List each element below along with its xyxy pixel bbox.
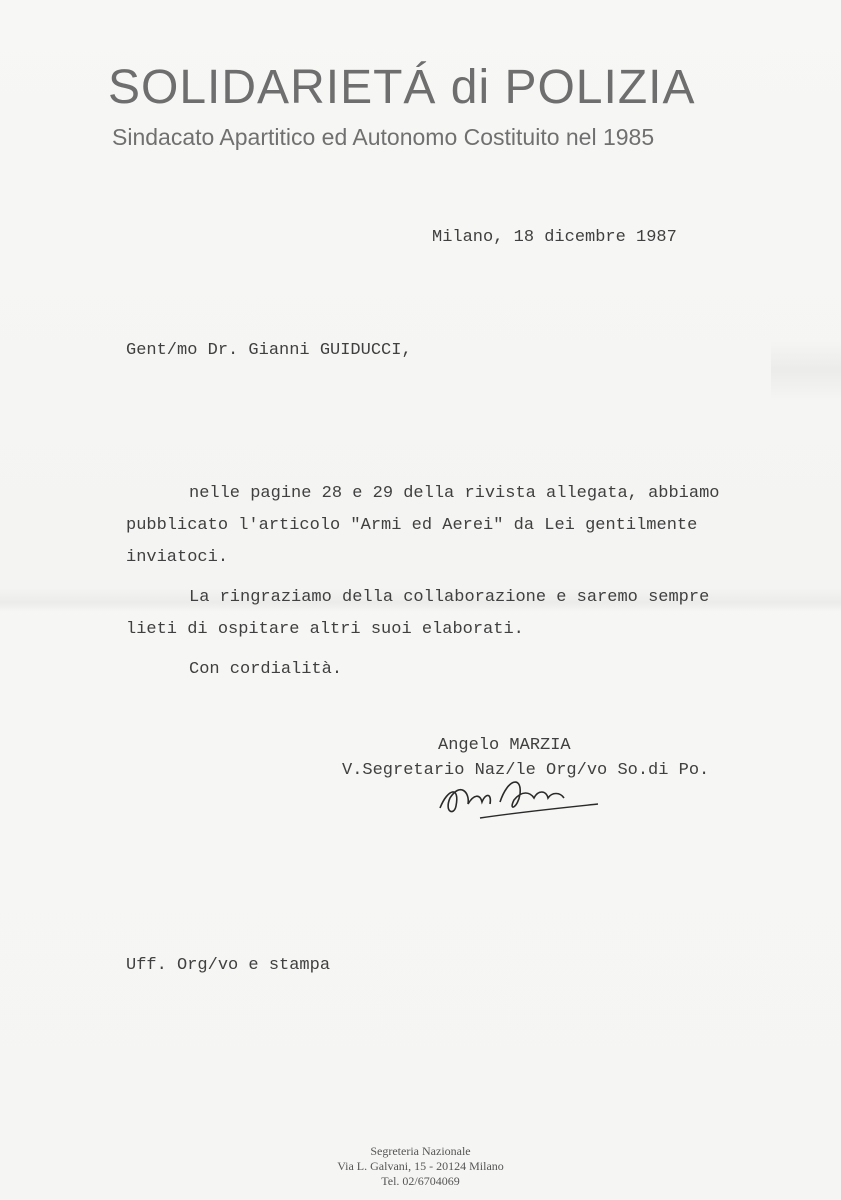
sender-name: Angelo MARZIA xyxy=(438,736,571,755)
paragraph-2 xyxy=(126,582,746,646)
closing-text: Con cordialità. xyxy=(189,660,343,679)
paragraph-1-line: nelle pagine 28 e 29 della rivista allegata, abbiamo xyxy=(189,484,720,503)
paragraph-2-line: La ringraziamo della collaborazione e saremo sempre xyxy=(189,588,710,607)
salutation: Gent/mo Dr. Gianni GUIDUCCI, xyxy=(126,341,412,360)
office-note: Uff. Org/vo e stampa xyxy=(126,956,331,975)
sender-title: V.Segretario Naz/le Org/vo So.di Po. xyxy=(342,761,710,780)
paragraph-1 xyxy=(126,478,746,574)
footer-address: Via L. Galvani, 15 - 20124 Milano xyxy=(337,1159,504,1173)
paper-fold-shadow xyxy=(771,340,841,400)
letterhead-title: SOLIDARIETÁ di POLIZIA xyxy=(108,61,696,114)
paragraph-2-line: lieti di ospitare altri suoi elaborati. xyxy=(126,620,524,639)
footer-line-1: Segreteria Nazionale xyxy=(370,1144,471,1158)
footer-phone: Tel. 02/6704069 xyxy=(381,1174,460,1188)
handwritten-signature xyxy=(430,768,610,828)
closing xyxy=(126,654,746,686)
letterhead-subtitle: Sindacato Apartitico ed Autonomo Costituito nel 1985 xyxy=(112,124,655,150)
paragraph-1-line: inviatoci. xyxy=(126,548,229,567)
paragraph-1-line: pubblicato l'articolo "Armi ed Aerei" da Lei gentilmente xyxy=(126,516,698,535)
letter-date: Milano, 18 dicembre 1987 xyxy=(432,228,677,247)
